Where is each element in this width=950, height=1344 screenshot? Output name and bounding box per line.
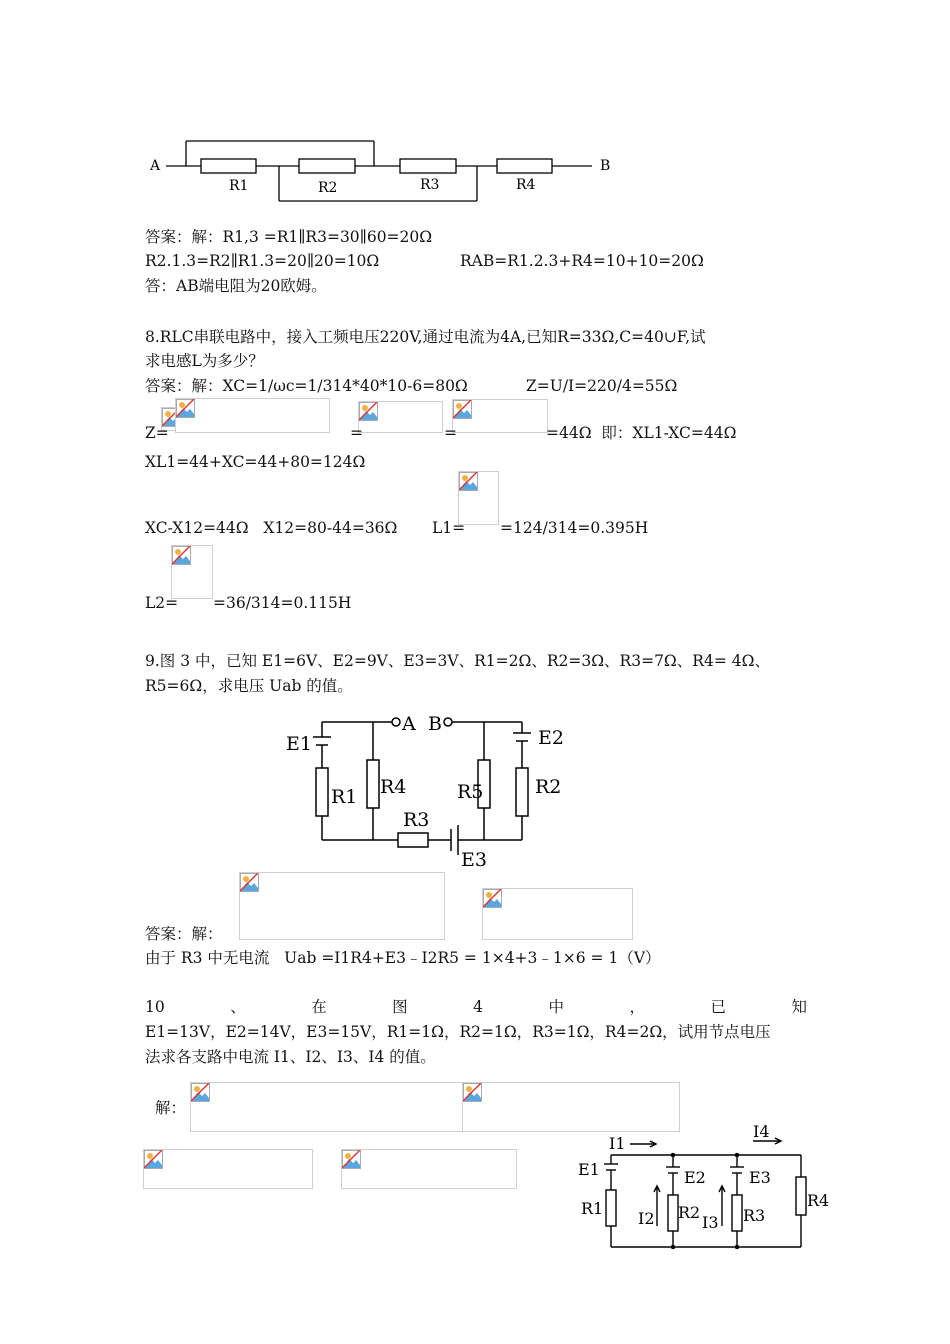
circuit-figure-3 <box>0 700 950 870</box>
broken-image-icon <box>453 400 472 419</box>
resistor-r3 <box>398 833 428 847</box>
resistor-r2 <box>668 1195 678 1231</box>
junction-dot <box>671 1153 675 1157</box>
r5-label: R5 <box>457 781 484 803</box>
z-result: =44Ω 即：XL1-XC=44Ω <box>546 424 737 442</box>
equals-sign: = <box>350 424 363 442</box>
resistor-network-figure <box>0 0 950 210</box>
r1-label: R1 <box>581 1199 604 1218</box>
node-b-label: B <box>600 158 611 174</box>
i4-label: I4 <box>753 1122 770 1141</box>
l1-result: =124/314=0.395H <box>500 519 649 537</box>
q8-question-line2: 求电感L为多少？ <box>145 352 264 370</box>
broken-image-icon <box>240 873 259 892</box>
q10-word: 10 <box>145 998 165 1016</box>
resistor-r3 <box>400 159 456 173</box>
q9-question-line1: 9.图 3 中，已知 E1=6V、E2=9V、E3=3V、R1=2Ω、R2=3Ω、R3=7Ω、R4= 4Ω、 <box>145 652 770 670</box>
q10-solve-label: 解： <box>155 1099 187 1117</box>
q10-word: 4 <box>473 998 484 1016</box>
terminal-a <box>392 718 400 726</box>
q10-word: 已 <box>710 998 726 1016</box>
e2-label: E2 <box>684 1168 706 1187</box>
resistor-r4 <box>367 760 379 808</box>
broken-image-icon <box>463 1083 482 1102</box>
r1-label: R1 <box>229 178 249 194</box>
xc-line: XC-X12=44Ω X12=80-44=36Ω <box>145 519 398 537</box>
resistor-r1 <box>316 768 328 816</box>
broken-image-icon <box>359 402 378 421</box>
r2-label: R2 <box>318 180 338 196</box>
q10-question-line1 <box>145 997 807 1017</box>
formula-image <box>482 888 633 940</box>
b-label: B <box>428 713 442 735</box>
i1-label: I1 <box>609 1134 626 1153</box>
resistor-r4 <box>796 1177 806 1215</box>
r4-label: R4 <box>807 1191 830 1210</box>
circuit-figure-4 <box>0 1120 950 1250</box>
l2-prefix: L2= <box>145 594 179 612</box>
formula-image <box>358 401 443 433</box>
e3-label: E3 <box>461 849 487 870</box>
resistor-r3 <box>732 1195 742 1231</box>
resistor-r2 <box>516 768 528 816</box>
q10-word: 图 <box>392 998 408 1016</box>
broken-image-icon <box>483 889 502 908</box>
resistor-r1 <box>606 1190 616 1226</box>
e3-label: E3 <box>749 1168 771 1187</box>
q9-question-line2: R5=6Ω，求电压 Uab 的值。 <box>145 677 353 695</box>
q10-word: 中 <box>548 998 565 1016</box>
r2-label: R2 <box>678 1203 701 1222</box>
l2-result: =36/314=0.115H <box>213 594 352 612</box>
e1-label: E1 <box>578 1160 600 1179</box>
q8-answer-line1: 答案：解：XC=1/ωc=1/314*40*10-6=80Ω <box>145 377 468 395</box>
a-label: A <box>402 713 416 735</box>
formula-image <box>175 398 330 433</box>
formula-image <box>458 471 499 525</box>
z-prefix: Z= <box>145 424 169 442</box>
broken-image-icon <box>176 399 195 418</box>
q9-result: 由于 R3 中无电流 Uab =I1R4+E3﹣I2R5 = 1×4+3﹣1×6 = 1（V） <box>145 949 661 967</box>
node-a-label: A <box>150 158 161 174</box>
xl1-line: XL1=44+XC=44+80=124Ω <box>145 453 366 471</box>
q7-answer-line2a: R2.1.3=R2∥R1.3=20∥20=10Ω <box>145 252 380 270</box>
resistor-r2 <box>299 159 355 173</box>
formula-image <box>452 399 548 433</box>
r3-label: R3 <box>743 1206 766 1225</box>
resistor-r4 <box>497 159 552 173</box>
r1-label: R1 <box>331 786 358 808</box>
r3-label: R3 <box>403 809 430 831</box>
r2-label: R2 <box>535 776 562 798</box>
broken-image-icon <box>459 472 478 491</box>
r3-label: R3 <box>420 177 440 193</box>
junction-dot <box>671 1245 675 1249</box>
q7-answer-line2b: RAB=R1.2.3+R4=10+10=20Ω <box>460 252 704 270</box>
q10-question-line3: 法求各支路中电流 I1、I2、I3、I4 的值。 <box>145 1048 436 1066</box>
q9-answer-label: 答案：解： <box>145 925 223 943</box>
e2-label: E2 <box>538 727 564 749</box>
resistor-r1 <box>201 159 256 173</box>
q8-answer-line1b: Z=U/I=220/4=55Ω <box>526 377 678 395</box>
q10-word: 、 <box>230 998 246 1016</box>
q10-question-line2: E1=13V，E2=14V，E3=15V，R1=1Ω，R2=1Ω，R3=1Ω，R4=2Ω，试用节点电压 <box>145 1023 771 1041</box>
q7-answer-line1: 答案：解：R1,3 =R1∥R3=30∥60=20Ω <box>145 228 433 246</box>
q7-answer-line3: 答：AB端电阻为20欧姆。 <box>145 277 327 295</box>
broken-image-icon <box>172 546 191 565</box>
q10-word: 在 <box>311 998 327 1016</box>
i3-label: I3 <box>702 1213 719 1232</box>
junction-dot <box>735 1153 739 1157</box>
q10-word: 知 <box>791 998 807 1016</box>
e1-label: E1 <box>286 733 312 755</box>
broken-image-icon <box>191 1083 210 1102</box>
r4-label: R4 <box>516 177 536 193</box>
q8-question-line1: 8.RLC串联电路中，接入工频电压220V,通过电流为4A,已知R=33Ω,C=40∪F,试 <box>145 328 706 346</box>
terminal-b <box>444 718 452 726</box>
junction-dot <box>735 1245 739 1249</box>
q10-word: ， <box>629 998 645 1016</box>
r4-label: R4 <box>380 776 407 798</box>
formula-image <box>239 872 445 940</box>
l1-prefix: L1= <box>432 519 466 537</box>
formula-image <box>171 545 213 599</box>
i2-label: I2 <box>638 1209 655 1228</box>
equals-sign: = <box>444 424 457 442</box>
